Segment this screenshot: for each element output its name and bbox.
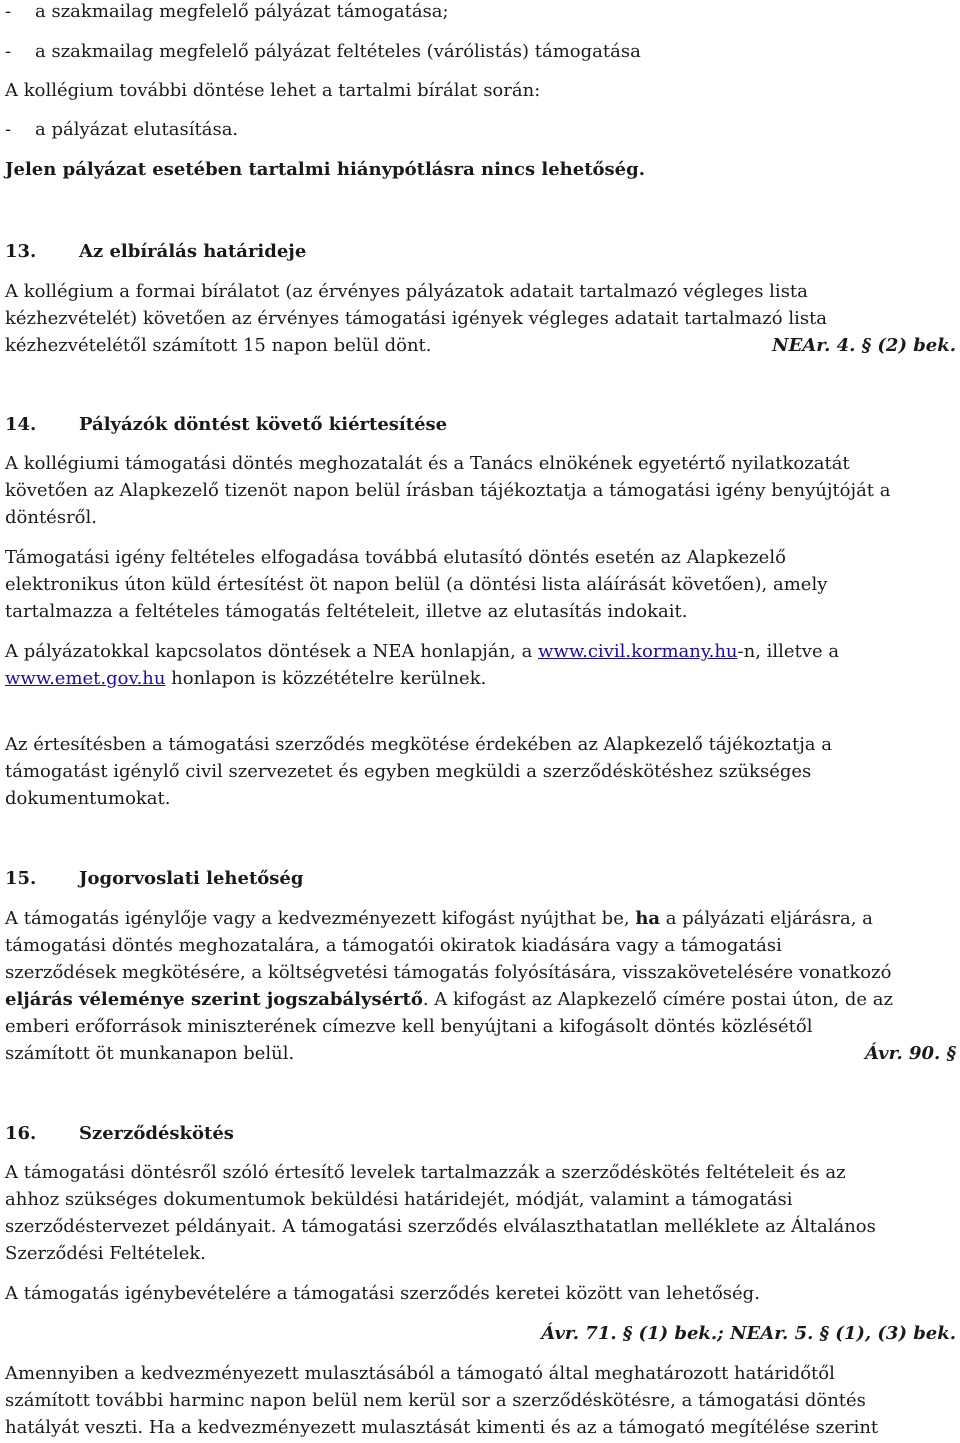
section-heading	[5, 1122, 234, 1146]
paragraph-line: szerződéstervezet példányait. A támogatási szerződés elválaszthatatlan melléklete az Általános	[5, 1216, 876, 1237]
paragraph-line: kézhezvételét) követően az érvényes támogatási igények végleges adatait tartalmazó lista	[5, 308, 828, 329]
paragraph-line: támogatási döntés meghozatalára, a támogatói okiratok kiadására vagy a támogatási	[5, 935, 782, 956]
paragraph-line: A kollégium további döntése lehet a tartalmi bírálat során:	[5, 80, 541, 101]
paragraph-line: A pályázatokkal kapcsolatos döntések a NEA honlapján, a www.civil.kormany.hu-n, illetve a	[5, 641, 840, 662]
bullet-item: - a pályázat elutasítása.	[5, 119, 239, 140]
section-title: Szerződéskötés	[79, 1123, 234, 1144]
section-heading	[5, 413, 447, 437]
civil-kormany-link[interactable]: www.civil.kormany.hu	[538, 641, 738, 662]
section-heading	[5, 240, 306, 264]
paragraph-line: Szerződési Feltételek.	[5, 1243, 207, 1264]
section-title: Az elbírálás határideje	[79, 241, 307, 262]
paragraph-line: A támogatás igénylője vagy a kedvezményezett kifogást nyújthat be, ha a pályázati eljárásra, a	[5, 908, 873, 929]
paragraph-line: számított további harminc napon belül nem kerül sor a szerződéskötésre, a támogatási döntés	[5, 1390, 866, 1411]
section-number: 15.	[5, 868, 37, 889]
section-number: 16.	[5, 1123, 37, 1144]
bold-note: Jelen pályázat esetében tartalmi hiánypótlásra nincs lehetőség.	[5, 159, 645, 180]
paragraph-line: tartalmazza a feltételes támogatás feltételeit, illetve az elutasítás indokait.	[5, 601, 688, 622]
legal-reference: NEAr. 4. § (2) bek.	[772, 335, 956, 356]
paragraph-line: A támogatási döntésről szóló értesítő levelek tartalmazzák a szerződéskötés feltételeit és az	[5, 1162, 846, 1183]
paragraph-line: számított öt munkanapon belül.	[5, 1043, 295, 1064]
paragraph-line: eljárás véleménye szerint jogszabálysértő. A kifogást az Alapkezelő címére postai úton, de az	[5, 989, 893, 1010]
paragraph-line: támogatást igénylő civil szervezetet és egyben megküldi a szerződéskötéshez szükséges	[5, 761, 812, 782]
paragraph-line: A kollégium a formai bírálatot (az érvényes pályázatok adatait tartalmazó végleges lista	[5, 281, 808, 302]
paragraph-line: követően az Alapkezelő tizenöt napon belül írásban tájékoztatja a támogatási igény benyújtóját a	[5, 480, 891, 501]
paragraph-line: A támogatás igénybevételére a támogatási szerződés keretei között van lehetőség.	[5, 1283, 760, 1304]
paragraph-line: Az értesítésben a támogatási szerződés megkötése érdekében az Alapkezelő tájékoztatja a	[5, 734, 832, 755]
section-title: Pályázók döntést követő kiértesítése	[79, 414, 448, 435]
paragraph-line: kézhezvételétől számított 15 napon belül dönt.	[5, 335, 432, 356]
paragraph-line: szerződések megkötésére, a költségvetési támogatás folyósítására, visszakövetelésére vonatkozó	[5, 962, 892, 983]
section-number: 14.	[5, 414, 37, 435]
emet-gov-link[interactable]: www.emet.gov.hu	[5, 668, 166, 689]
section-heading	[5, 867, 303, 891]
section-number: 13.	[5, 241, 37, 262]
legal-reference: Ávr. 90. §	[864, 1043, 956, 1064]
paragraph-line: ahhoz szükséges dokumentumok beküldési határidejét, módját, valamint a támogatási	[5, 1189, 793, 1210]
paragraph-line: döntésről.	[5, 507, 97, 528]
paragraph-line: dokumentumokat.	[5, 788, 171, 809]
paragraph-line: www.emet.gov.hu honlapon is közzétételre kerülnek.	[5, 668, 487, 689]
paragraph-line: Amennyiben a kedvezményezett mulasztásából a támogató által meghatározott határidőtől	[5, 1363, 835, 1384]
paragraph-line: elektronikus úton küld értesítést öt napon belül (a döntési lista aláírását követően), amely	[5, 574, 828, 595]
bullet-item: - a szakmailag megfelelő pályázat támogatása;	[5, 1, 449, 22]
paragraph-line: emberi erőforrások miniszterének címezve kell benyújtani a kifogásolt döntés közlésétől	[5, 1016, 813, 1037]
paragraph-line: hatályát veszti. Ha a kedvezményezett mulasztását kimenti és az a támogató megítélése szerint	[5, 1417, 879, 1438]
paragraph-line: Támogatási igény feltételes elfogadása továbbá elutasító döntés esetén az Alapkezelő	[5, 547, 786, 568]
section-title: Jogorvoslati lehetőség	[79, 868, 304, 889]
bullet-item: - a szakmailag megfelelő pályázat feltételes (várólistás) támogatása	[5, 41, 641, 62]
paragraph-line: A kollégiumi támogatási döntés meghozatalát és a Tanács elnökének egyetértő nyilatkozatát	[5, 453, 850, 474]
legal-reference: Ávr. 71. § (1) bek.; NEAr. 5. § (1), (3) bek.	[541, 1323, 956, 1344]
